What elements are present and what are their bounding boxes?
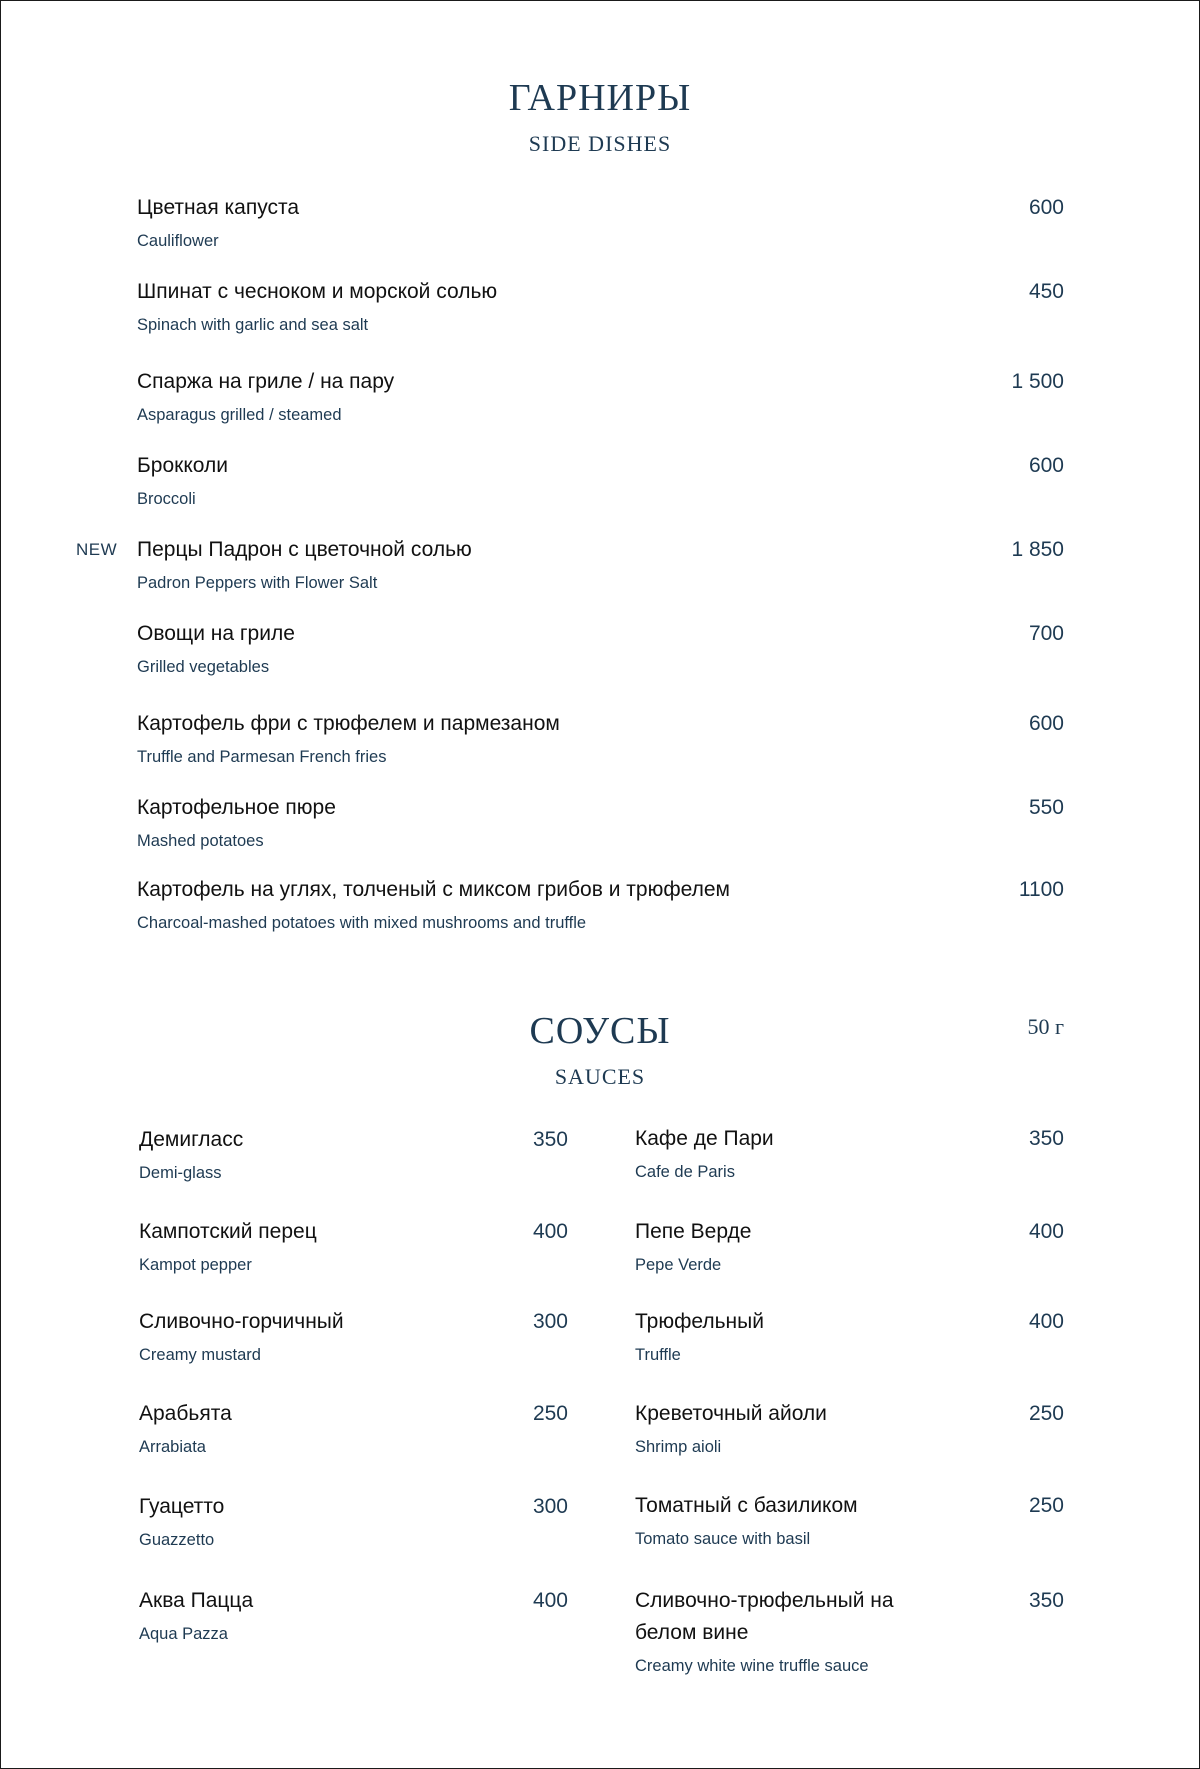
item-price: 600: [1028, 712, 1064, 735]
item-description: Truffle: [635, 1346, 681, 1364]
item-price: 1 500: [1011, 370, 1064, 393]
side-dish-item: [137, 618, 1064, 677]
item-name: Картофель фри с трюфелем и пармезаном: [137, 712, 560, 735]
item-description: Creamy white wine truffle sauce: [635, 1657, 869, 1675]
sauce-item: [635, 1585, 1064, 1676]
item-name: Сливочно-трюфельный на белом вине: [635, 1589, 894, 1644]
side-dishes-subtitle: SIDE DISHES: [528, 131, 672, 156]
item-description: Charcoal-mashed potatoes with mixed mushrooms and truffle: [137, 914, 587, 932]
item-name: Трюфельный: [635, 1310, 764, 1333]
item-price: 700: [1028, 622, 1064, 645]
item-name: Перцы Падрон с цветочной солью: [137, 538, 472, 561]
item-description: Kampot pepper: [139, 1256, 252, 1274]
item-name: Кафе де Пари: [635, 1127, 774, 1150]
item-price: 600: [1028, 196, 1064, 219]
item-price: 1 850: [1011, 538, 1064, 561]
item-name: Арабьята: [139, 1402, 232, 1425]
side-dish-item: [137, 366, 1064, 425]
item-price: 450: [1028, 280, 1064, 303]
side-dish-item: [137, 874, 1064, 933]
item-name: Сливочно-горчичный: [139, 1310, 344, 1333]
sauces-title: СОУСЫ: [529, 1010, 671, 1052]
sauce-item: [635, 1306, 1064, 1365]
item-name: Аква Пацца: [139, 1589, 254, 1612]
item-price: 400: [1028, 1310, 1064, 1333]
item-description: Padron Peppers with Flower Salt: [137, 574, 378, 592]
item-name: Гуацетто: [139, 1495, 225, 1518]
item-price: 550: [1028, 796, 1064, 819]
item-price: 250: [1028, 1402, 1064, 1425]
sauce-item: [139, 1306, 568, 1365]
portion-size: 50 г: [1027, 1014, 1064, 1039]
item-name: Пепе Верде: [635, 1220, 752, 1243]
item-price: 600: [1028, 454, 1064, 477]
side-dish-item: [137, 192, 1064, 251]
item-description: Pepe Verde: [635, 1256, 722, 1274]
item-name: Демигласс: [139, 1128, 244, 1151]
item-name: Брокколи: [137, 454, 228, 477]
item-description: Truffle and Parmesan French fries: [137, 748, 387, 766]
item-price: 300: [532, 1310, 568, 1333]
side-dish-item: [137, 792, 1064, 851]
item-name: Кампотский перец: [139, 1220, 317, 1243]
item-description: Asparagus grilled / steamed: [137, 406, 342, 424]
item-name: Картофельное пюре: [137, 796, 336, 819]
item-name: Томатный с базиликом: [635, 1494, 858, 1517]
sauce-item: [139, 1491, 568, 1550]
item-description: Mashed potatoes: [137, 832, 264, 850]
item-price: 400: [1028, 1220, 1064, 1243]
side-dish-item: [137, 276, 1064, 335]
item-description: Tomato sauce with basil: [635, 1530, 811, 1548]
item-price: 350: [1028, 1589, 1064, 1612]
sauce-item: [139, 1124, 568, 1183]
item-name: Картофель на углях, толченый с миксом грибов и трюфелем: [137, 878, 730, 901]
item-description: Demi-glass: [139, 1164, 222, 1182]
item-price: 400: [532, 1220, 568, 1243]
item-name: Цветная капуста: [137, 196, 300, 219]
sauce-item: [635, 1216, 1064, 1275]
item-description: Broccoli: [137, 490, 196, 508]
item-description: Grilled vegetables: [137, 658, 270, 676]
sauce-item: [139, 1398, 568, 1457]
item-description: Guazzetto: [139, 1531, 215, 1549]
item-description: Arrabiata: [139, 1438, 206, 1456]
item-description: Cauliflower: [137, 232, 219, 250]
item-price: 400: [532, 1589, 568, 1612]
item-description: Shrimp aioli: [635, 1438, 722, 1456]
sauce-item: [139, 1585, 568, 1644]
side-dish-item: [76, 534, 1064, 593]
sauces-subtitle: SAUCES: [554, 1064, 646, 1089]
item-price: 300: [532, 1495, 568, 1518]
item-name: Спаржа на гриле / на пару: [137, 370, 395, 393]
side-dishes-title: ГАРНИРЫ: [508, 77, 692, 119]
item-description: Creamy mustard: [139, 1346, 261, 1364]
item-price: 1100: [1018, 878, 1064, 901]
sauce-item: [139, 1216, 568, 1275]
item-name: Креветочный айоли: [635, 1402, 827, 1425]
item-description: Aqua Pazza: [139, 1625, 228, 1643]
sauce-item: [635, 1490, 1064, 1549]
new-badge: NEW: [76, 540, 118, 559]
item-price: 350: [1028, 1127, 1064, 1150]
item-name: Овощи на гриле: [137, 622, 295, 645]
item-name: Шпинат с чесноком и морской солью: [137, 280, 498, 303]
item-description: Cafe de Paris: [635, 1163, 735, 1181]
item-price: 250: [532, 1402, 568, 1425]
sauce-item: [635, 1398, 1064, 1457]
side-dish-item: [137, 708, 1064, 767]
item-price: 250: [1028, 1494, 1064, 1517]
side-dish-item: [137, 450, 1064, 509]
item-description: Spinach with garlic and sea salt: [137, 316, 369, 334]
sauce-item: [635, 1123, 1064, 1182]
item-price: 350: [532, 1128, 568, 1151]
